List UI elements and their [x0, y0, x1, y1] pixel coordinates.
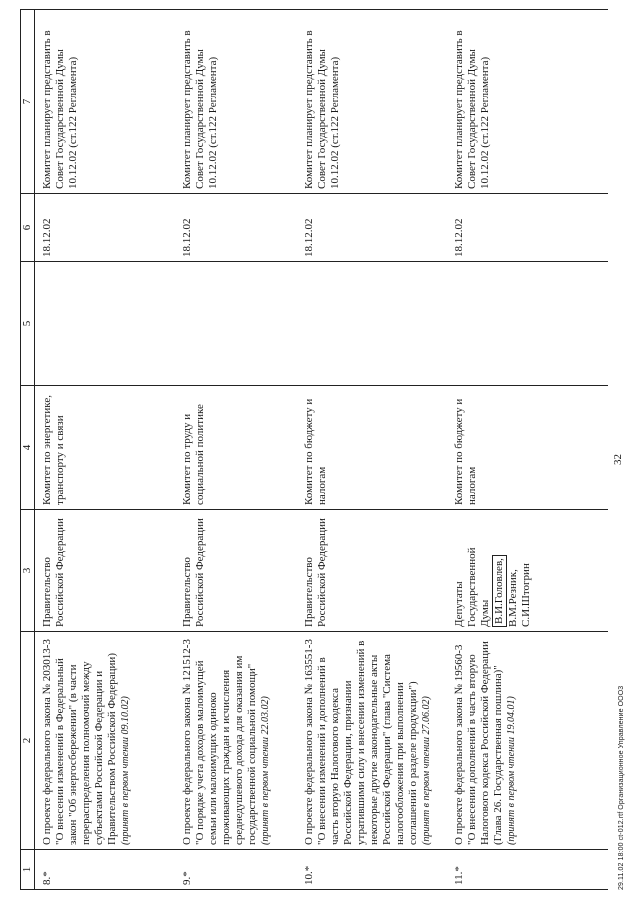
- remark: Комитет планирует представить в Совет Государственной Думы 10.12.02 (ст.122 Регламента): [447, 10, 609, 194]
- bill-title-cell: [297, 632, 447, 850]
- col-header-1: 1: [21, 850, 35, 890]
- row-number: 9.*: [175, 850, 297, 890]
- table-row: [447, 10, 609, 890]
- bill-title: О проекте федерального закона № 163551-3 "О внесении изменений и дополнений в часть вторую Налогового кодекса Российской Федерации, признании утратившими силу и внесении изменений в некоторые другие законодательные акты Российской Федерации" (глава "Система налогообложения при выполнении соглашений о разделе продукции"): [302, 639, 419, 845]
- reading-note: (принят в первом чтении 22.03.02): [259, 696, 271, 845]
- reading-note: (принят в первом чтении 09.10.02): [120, 696, 131, 845]
- initiator-line: С.И.Штогрин: [519, 563, 532, 627]
- reading-note: (принят в первом чтении 19.04.01): [505, 696, 517, 845]
- footer-text: 29.11.02 18:00 ct-012.rtf Организационное Управление ООО3: [618, 685, 625, 890]
- initiator-line: Государственной: [465, 547, 478, 627]
- date: 18.12.02: [297, 194, 447, 262]
- header-row: [21, 10, 35, 890]
- col-header-5: 5: [21, 262, 35, 386]
- initiator-line: Думы: [478, 599, 491, 627]
- col5-empty: [35, 262, 175, 386]
- date: 18.12.02: [447, 194, 609, 262]
- remark: Комитет планирует представить в Совет Государственной Думы 10.12.02 (ст.122 Регламента): [175, 10, 297, 194]
- date: 18.12.02: [35, 194, 175, 262]
- remark: Комитет планирует представить в Совет Государственной Думы 10.12.02 (ст.122 Регламента): [297, 10, 447, 194]
- row-number: 10.*: [297, 850, 447, 890]
- agenda-table: [20, 9, 608, 890]
- committee: Комитет по энергетике, транспорту и связи: [35, 386, 175, 510]
- bill-title-cell: [175, 632, 297, 850]
- initiator-line: В.М.Резник,: [506, 569, 519, 627]
- col-header-7: 7: [21, 10, 35, 194]
- initiator: Правительство Российской Федерации: [175, 510, 297, 632]
- initiator-line: Депутаты: [452, 581, 465, 627]
- highlighted-deputy: В.И.Головлев,: [492, 555, 507, 627]
- date: 18.12.02: [175, 194, 297, 262]
- row-number: 11.*: [447, 850, 609, 890]
- initiator: Правительство Российской Федерации: [35, 510, 175, 632]
- table-row: [175, 10, 297, 890]
- col-header-3: 3: [21, 510, 35, 632]
- col5-empty: [297, 262, 447, 386]
- bill-title: О проекте федерального закона № 19560-3 "О внесении дополнений в часть вторую Налогового кодекса Российской Федерации (Глава 26. Государственная пошлина)": [452, 641, 504, 845]
- bill-title-cell: [35, 632, 175, 850]
- row-number: 8.*: [35, 850, 175, 890]
- bill-title: О проекте федерального закона № 203013-3 "О внесении изменений в Федеральный закон "Об энергосбережении" (в части перераспределения полномочий между субъектами Российской Федерации и Правительством Российской Федерации): [41, 639, 118, 845]
- col-header-4: 4: [21, 386, 35, 510]
- remark: Комитет планирует представить в Совет Государственной Думы 10.12.02 (ст.122 Регламента): [35, 10, 175, 194]
- table-row: [35, 10, 175, 890]
- bill-title-cell: [447, 632, 609, 850]
- committee: Комитет по труду и социальной политике: [175, 386, 297, 510]
- col-header-2: 2: [21, 632, 35, 850]
- page-number: 32: [612, 454, 624, 465]
- bill-title: О проекте федерального закона № 121512-3 "О порядке учета доходов малоимущей семьи или малоимущих одиноко проживающих граждан и исчисления среднедушевого дохода для оказания им государственной социальной помощи": [180, 639, 258, 845]
- initiator: [447, 510, 609, 632]
- initiator: Правительство Российской Федерации: [297, 510, 447, 632]
- committee: Комитет по бюджету и налогам: [447, 386, 609, 510]
- committee: Комитет по бюджету и налогам: [297, 386, 447, 510]
- col-header-6: 6: [21, 194, 35, 262]
- col5-empty: [175, 262, 297, 386]
- col5-empty: [447, 262, 609, 386]
- reading-note: (принят в первом чтении 27.06.02): [420, 696, 432, 845]
- table-row: [297, 10, 447, 890]
